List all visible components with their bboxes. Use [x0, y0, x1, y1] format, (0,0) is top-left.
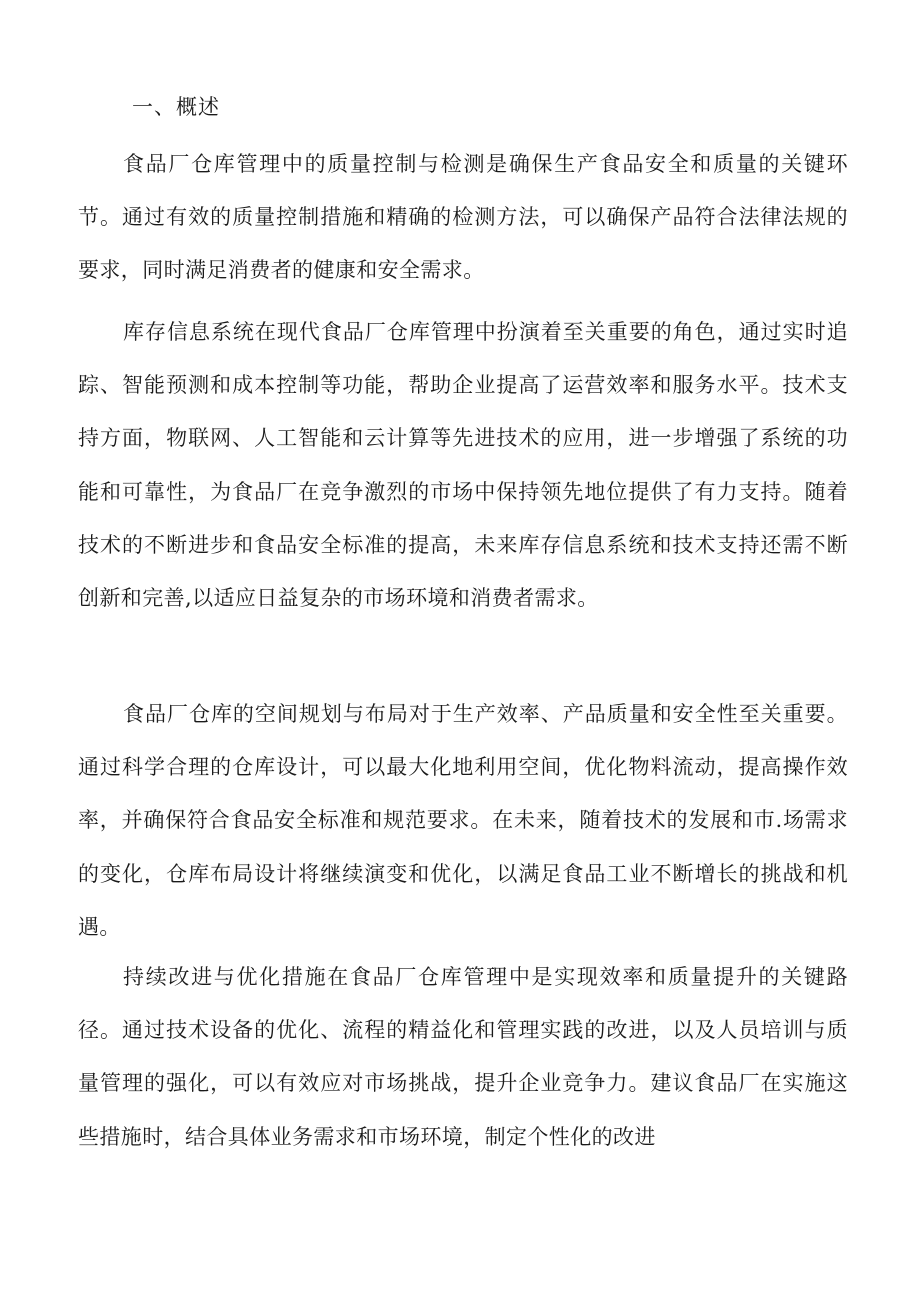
- paragraph-space-planning: 食品厂仓库的空间规划与布局对于生产效率、产品质量和安全性至关重要。通过科学合理的仓库设计，可以最大化地利用空间，优化物料流动，提高操作效率，并确保符合食品安全标准和规范要求。在未来，随着技术的发展和巿.场需求的变化，仓库布局设计将继续演变和优化，以满足食品工业不断增长的挑战和机遇。: [78, 702, 848, 939]
- paragraph-inventory-system: 库存信息系统在现代食品厂仓库管理中扮演着至关重要的角色，通过实时追踪、智能预测和成本控制等功能，帮助企业提高了运营效率和服务水平。技术支持方面，物联网、人工智能和云计算等先进技术的应用，进一步增强了系统的功能和可靠性，为食品厂在竞争激烈的市场中保持领先地位提供了有力支持。随着技术的不断进步和食品安全标准的提高，未来库存信息系统和技术支持还需不断创新和完善,以适应日益复杂的市场环境和消费者需求。: [78, 320, 848, 611]
- section-heading: 一、概述: [132, 95, 220, 119]
- paragraph-continuous-improvement: 持续改进与优化措施在食品厂仓库管理中是实现效率和质量提升的关键路径。通过技术设备的优化、流程的精益化和管理实践的改进，以及人员培训与质量管理的强化，可以有效应对市场挑战，提升企业竞争力。建议食品厂在实施这些措施时，结合具体业务需求和市场环境，制定个性化的改进: [78, 965, 848, 1149]
- paragraph-quality-control: 食品厂仓库管理中的质量控制与检测是确保生产食品安全和质量的关键环节。通过有效的质量控制措施和精确的检测方法，可以确保产品符合法律法规的要求，同时满足消费者的健康和安全需求。: [78, 152, 848, 283]
